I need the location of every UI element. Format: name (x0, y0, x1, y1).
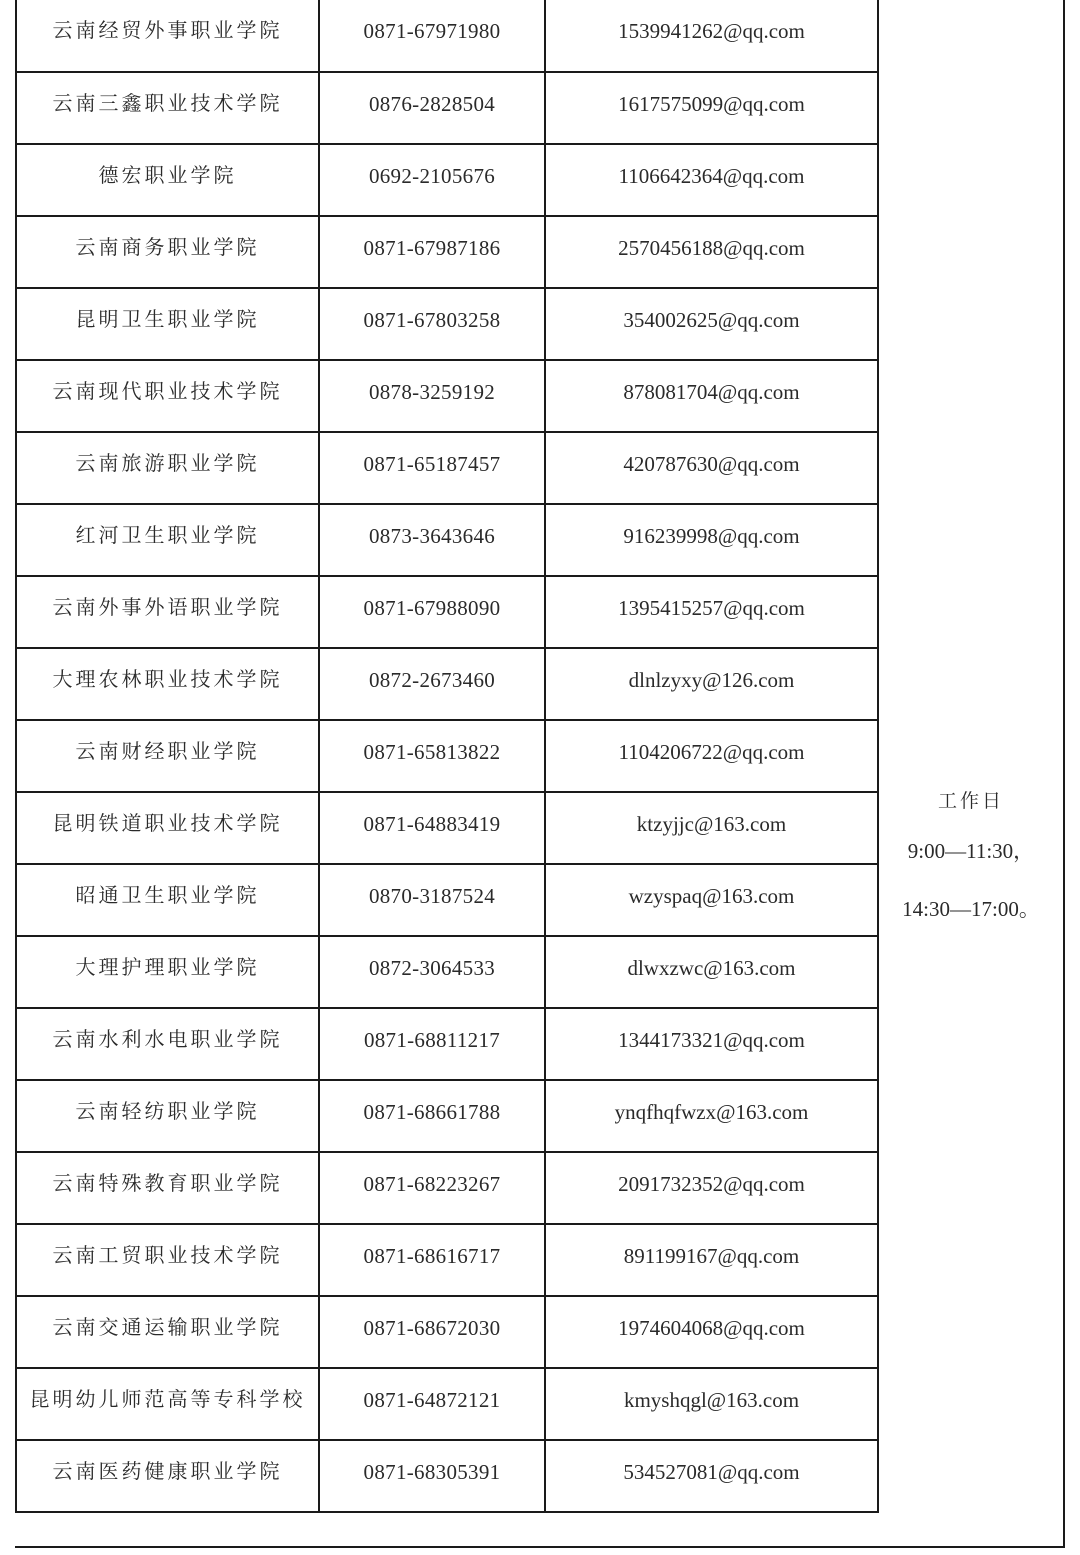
phone-cell: 0871-65187457 (319, 432, 545, 504)
email-cell: dlnlzyxy@126.com (545, 648, 878, 720)
phone-cell: 0871-68661788 (319, 1080, 545, 1152)
email-cell: kmyshqgl@163.com (545, 1368, 878, 1440)
email-cell: 878081704@qq.com (545, 360, 878, 432)
table-row (16, 1080, 878, 1152)
phone-cell: 0871-68616717 (319, 1224, 545, 1296)
phone-cell: 0878-3259192 (319, 360, 545, 432)
school-name-cell: 大理农林职业技术学院 (16, 648, 319, 720)
school-name-cell: 云南交通运输职业学院 (16, 1296, 319, 1368)
table-row (16, 1224, 878, 1296)
phone-cell: 0871-64883419 (319, 792, 545, 864)
email-cell: 1974604068@qq.com (545, 1296, 878, 1368)
school-name-cell: 昭通卫生职业学院 (16, 864, 319, 936)
phone-cell: 0872-2673460 (319, 648, 545, 720)
contact-table (15, 0, 879, 1513)
school-name-cell: 云南外事外语职业学院 (16, 576, 319, 648)
school-name-cell: 云南医药健康职业学院 (16, 1440, 319, 1512)
working-hours-label: 工作日 (937, 790, 1004, 812)
school-name-cell: 大理护理职业学院 (16, 936, 319, 1008)
phone-cell: 0871-68305391 (319, 1440, 545, 1512)
email-cell: 2091732352@qq.com (545, 1152, 878, 1224)
table-row (16, 1152, 878, 1224)
email-cell: 1104206722@qq.com (545, 720, 878, 792)
phone-cell: 0871-64872121 (319, 1368, 545, 1440)
table-row (16, 432, 878, 504)
school-name-cell: 德宏职业学院 (16, 144, 319, 216)
working-hours-cell (878, 780, 1064, 938)
contact-table-body (16, 0, 878, 1512)
email-cell: 1395415257@qq.com (545, 576, 878, 648)
email-cell: dlwxzwc@163.com (545, 936, 878, 1008)
phone-cell: 0871-68672030 (319, 1296, 545, 1368)
table-row (16, 144, 878, 216)
school-name-cell: 云南特殊教育职业学院 (16, 1152, 319, 1224)
email-cell: ynqfhqfwzx@163.com (545, 1080, 878, 1152)
phone-cell: 0871-65813822 (319, 720, 545, 792)
table-row (16, 1368, 878, 1440)
table-row (16, 1296, 878, 1368)
school-name-cell: 昆明铁道职业技术学院 (16, 792, 319, 864)
phone-cell: 0871-67988090 (319, 576, 545, 648)
phone-cell: 0871-67987186 (319, 216, 545, 288)
email-cell: 1617575099@qq.com (545, 72, 878, 144)
email-cell: 1344173321@qq.com (545, 1008, 878, 1080)
table-row (16, 720, 878, 792)
school-name-cell: 红河卫生职业学院 (16, 504, 319, 576)
phone-cell: 0876-2828504 (319, 72, 545, 144)
table-row (16, 1440, 878, 1512)
school-name-cell: 云南工贸职业技术学院 (16, 1224, 319, 1296)
table-row (16, 216, 878, 288)
school-name-cell: 云南经贸外事职业学院 (16, 0, 319, 72)
school-name-cell: 昆明幼儿师范高等专科学校 (16, 1368, 319, 1440)
phone-cell: 0872-3064533 (319, 936, 545, 1008)
table-row (16, 72, 878, 144)
email-cell: 420787630@qq.com (545, 432, 878, 504)
email-cell: 1539941262@qq.com (545, 0, 878, 72)
phone-cell: 0692-2105676 (319, 144, 545, 216)
table-row (16, 1008, 878, 1080)
table-row (16, 0, 878, 72)
school-name-cell: 云南旅游职业学院 (16, 432, 319, 504)
email-cell: 354002625@qq.com (545, 288, 878, 360)
table-row (16, 936, 878, 1008)
table-row (16, 288, 878, 360)
school-name-cell: 云南三鑫职业技术学院 (16, 72, 319, 144)
school-name-cell: 云南商务职业学院 (16, 216, 319, 288)
email-cell: wzyspaq@163.com (545, 864, 878, 936)
phone-cell: 0871-67803258 (319, 288, 545, 360)
phone-cell: 0873-3643646 (319, 504, 545, 576)
phone-cell: 0871-67971980 (319, 0, 545, 72)
email-cell: 916239998@qq.com (545, 504, 878, 576)
table-row (16, 360, 878, 432)
phone-cell: 0871-68811217 (319, 1008, 545, 1080)
school-name-cell: 云南水利水电职业学院 (16, 1008, 319, 1080)
table-row (16, 648, 878, 720)
table-row (16, 792, 878, 864)
afternoon-hours: 14:30—17:00。 (902, 897, 1040, 921)
phone-cell: 0871-68223267 (319, 1152, 545, 1224)
table-row (16, 504, 878, 576)
school-name-cell: 云南财经职业学院 (16, 720, 319, 792)
email-cell: 2570456188@qq.com (545, 216, 878, 288)
table-row (16, 576, 878, 648)
email-cell: 534527081@qq.com (545, 1440, 878, 1512)
phone-cell: 0870-3187524 (319, 864, 545, 936)
school-name-cell: 云南现代职业技术学院 (16, 360, 319, 432)
school-name-cell: 昆明卫生职业学院 (16, 288, 319, 360)
school-name-cell: 云南轻纺职业学院 (16, 1080, 319, 1152)
table-row (16, 864, 878, 936)
email-cell: 891199167@qq.com (545, 1224, 878, 1296)
email-cell: 1106642364@qq.com (545, 144, 878, 216)
morning-hours: 9:00—11:30， (907, 839, 1035, 863)
email-cell: ktzyjjc@163.com (545, 792, 878, 864)
